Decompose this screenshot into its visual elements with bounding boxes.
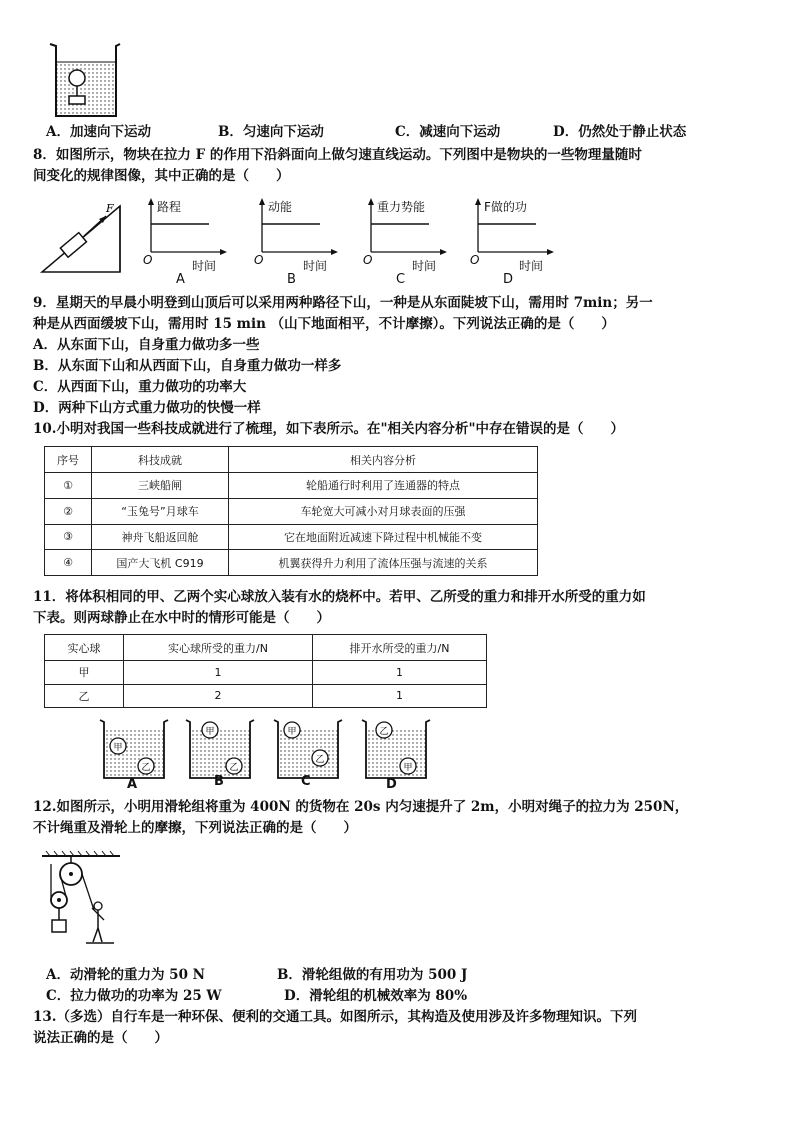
q11-beaker-d bbox=[360, 718, 432, 780]
table-cell: ③ bbox=[45, 524, 92, 550]
table-cell: 机翼获得升力利用了流体压强与流速的关系 bbox=[229, 550, 538, 576]
q7-beaker-figure bbox=[44, 40, 124, 120]
table-cell: 国产大飞机 C919 bbox=[92, 550, 229, 576]
q10-table bbox=[44, 446, 538, 576]
q9-option-b: B．从东面下山和从西面下山，自身重力做功一样多 bbox=[33, 358, 342, 374]
table-cell: 甲 bbox=[45, 661, 124, 685]
q8-graph-b-origin: O bbox=[254, 253, 264, 267]
table-cell: ② bbox=[45, 498, 92, 524]
q11-beaker-a bbox=[98, 718, 170, 780]
q8-stem-line1: 8．如图所示，物块在拉力 F 的作用下沿斜面向上做匀速直线运动。下列图中是物块的一些物理量随时 bbox=[33, 147, 642, 163]
q11-table bbox=[44, 634, 487, 708]
q12-option-c: C．拉力做功的功率为 25 W bbox=[46, 988, 222, 1004]
q8-incline-figure bbox=[40, 198, 125, 276]
q7-option-d: D．仍然处于静止状态 bbox=[553, 124, 687, 140]
ball-jia-label: 甲 bbox=[403, 763, 413, 773]
ball-jia-label: 甲 bbox=[113, 743, 123, 753]
q12-stem-line1: 12.如图所示，小明用滑轮组将重为 400N 的货物在 20s 内匀速提升了 2m，小明对绳子的拉力为 250N， bbox=[33, 799, 689, 815]
q11-header-displaced: 排开水所受的重力/N bbox=[313, 635, 487, 661]
q9-stem-line1: 9．星期天的早晨小明登到山顶后可以采用两种路径下山，一种是从东面陡坡下山，需用时 7min；另一 bbox=[33, 295, 653, 311]
table-cell: ① bbox=[45, 473, 92, 499]
q11-stem-line1: 11．将体积相同的甲、乙两个实心球放入装有水的烧杯中。若甲、乙所受的重力和排开水所受的重力如 bbox=[33, 589, 646, 605]
q10-header-analysis: 相关内容分析 bbox=[229, 447, 538, 473]
table-cell: 车轮宽大可减小对月球表面的压强 bbox=[229, 498, 538, 524]
q11-letter-c: C bbox=[301, 774, 311, 789]
q8-graph-b-letter: B bbox=[287, 272, 296, 287]
table-cell: 乙 bbox=[45, 684, 124, 708]
table-row bbox=[45, 524, 538, 550]
table-cell: 1 bbox=[313, 684, 487, 708]
q12-option-b: B．滑轮组做的有用功为 500 J bbox=[277, 967, 468, 983]
ball-yi-label: 乙 bbox=[379, 727, 389, 737]
q8-graph-a-ylabel: 路程 bbox=[157, 200, 182, 214]
table-row bbox=[45, 661, 487, 685]
ball-jia-label: 甲 bbox=[205, 727, 215, 737]
q12-stem-line2: 不计绳重及滑轮上的摩擦，下列说法正确的是（ ） bbox=[33, 820, 357, 836]
table-cell: 神舟飞船返回舱 bbox=[92, 524, 229, 550]
ball-yi-label: 乙 bbox=[315, 755, 325, 765]
q8-stem-line2: 间变化的规律图像，其中正确的是（ ） bbox=[33, 168, 290, 184]
q9-option-c: C．从西面下山，重力做功的功率大 bbox=[33, 379, 247, 395]
q7-option-b: B．匀速向下运动 bbox=[218, 124, 324, 140]
q8-graph-c-xlabel: 时间 bbox=[412, 259, 437, 273]
q13-stem-line1: 13.（多选）自行车是一种环保、便利的交通工具。如图所示，其构造及使用涉及许多物理知识。下列 bbox=[33, 1009, 637, 1025]
table-cell: 2 bbox=[124, 684, 313, 708]
q9-stem-line2: 种是从西面缓坡下山，需用时 15 min （山下地面相平，不计摩擦）。下列说法正确的是（ ） bbox=[33, 316, 615, 332]
q8-graph-d-xlabel: 时间 bbox=[519, 259, 544, 273]
table-cell: 1 bbox=[313, 661, 487, 685]
q12-option-a: A．动滑轮的重力为 50 N bbox=[46, 967, 206, 983]
table-cell: 三峡船闸 bbox=[92, 473, 229, 499]
table-cell: “玉兔号”月球车 bbox=[92, 498, 229, 524]
ball-yi-label: 乙 bbox=[141, 763, 151, 773]
q10-stem: 10.小明对我国一些科技成就进行了梳理，如下表所示。在"相关内容分析"中存在错误的是（ ） bbox=[33, 421, 625, 437]
q8-graph-c-origin: O bbox=[363, 253, 373, 267]
table-cell: ④ bbox=[45, 550, 92, 576]
q7-option-a: A．加速向下运动 bbox=[46, 124, 151, 140]
q8-force-label: F bbox=[106, 202, 114, 215]
q11-letter-d: D bbox=[386, 777, 397, 792]
q8-graph-c-letter: C bbox=[396, 272, 406, 287]
ball-yi-label: 乙 bbox=[229, 763, 239, 773]
q9-option-d: D．两种下山方式重力做功的快慢一样 bbox=[33, 400, 261, 416]
q8-graph-b-xlabel: 时间 bbox=[303, 259, 328, 273]
ball-jia-label: 甲 bbox=[287, 727, 297, 737]
table-cell: 它在地面附近减速下降过程中机械能不变 bbox=[229, 524, 538, 550]
table-cell: 轮船通行时利用了连通器的特点 bbox=[229, 473, 538, 499]
table-row bbox=[45, 684, 487, 708]
q7-option-c: C．减速向下运动 bbox=[395, 124, 501, 140]
table-row bbox=[45, 498, 538, 524]
table-cell: 1 bbox=[124, 661, 313, 685]
q11-header-gravity: 实心球所受的重力/N bbox=[124, 635, 313, 661]
q10-header-achievement: 科技成就 bbox=[92, 447, 229, 473]
q8-graph-d-ylabel: F做的功 bbox=[484, 200, 527, 214]
table-row bbox=[45, 473, 538, 499]
q10-header-index: 序号 bbox=[45, 447, 92, 473]
q12-option-d: D．滑轮组的机械效率为 80% bbox=[284, 988, 468, 1004]
q8-graph-a-xlabel: 时间 bbox=[192, 259, 217, 273]
q11-letter-b: B bbox=[214, 774, 224, 789]
q11-header-ball: 实心球 bbox=[45, 635, 124, 661]
q8-graph-d-origin: O bbox=[470, 253, 480, 267]
q8-graph-b-ylabel: 动能 bbox=[268, 200, 293, 214]
q8-graph-a-origin: O bbox=[143, 253, 153, 267]
q11-letter-a: A bbox=[127, 777, 138, 792]
q12-pulley-figure bbox=[40, 850, 122, 950]
q13-stem-line2: 说法正确的是（ ） bbox=[33, 1030, 168, 1046]
q9-option-a: A．从东面下山，自身重力做功多一些 bbox=[33, 337, 260, 353]
q8-graph-c-ylabel: 重力势能 bbox=[377, 200, 426, 214]
q11-beaker-b bbox=[184, 718, 256, 780]
q8-graph-a-letter: A bbox=[176, 272, 185, 287]
q8-graph-d-letter: D bbox=[503, 272, 514, 287]
table-row bbox=[45, 550, 538, 576]
q11-stem-line2: 下表。则两球静止在水中时的情形可能是（ ） bbox=[33, 610, 330, 626]
q11-beaker-c bbox=[272, 718, 344, 780]
